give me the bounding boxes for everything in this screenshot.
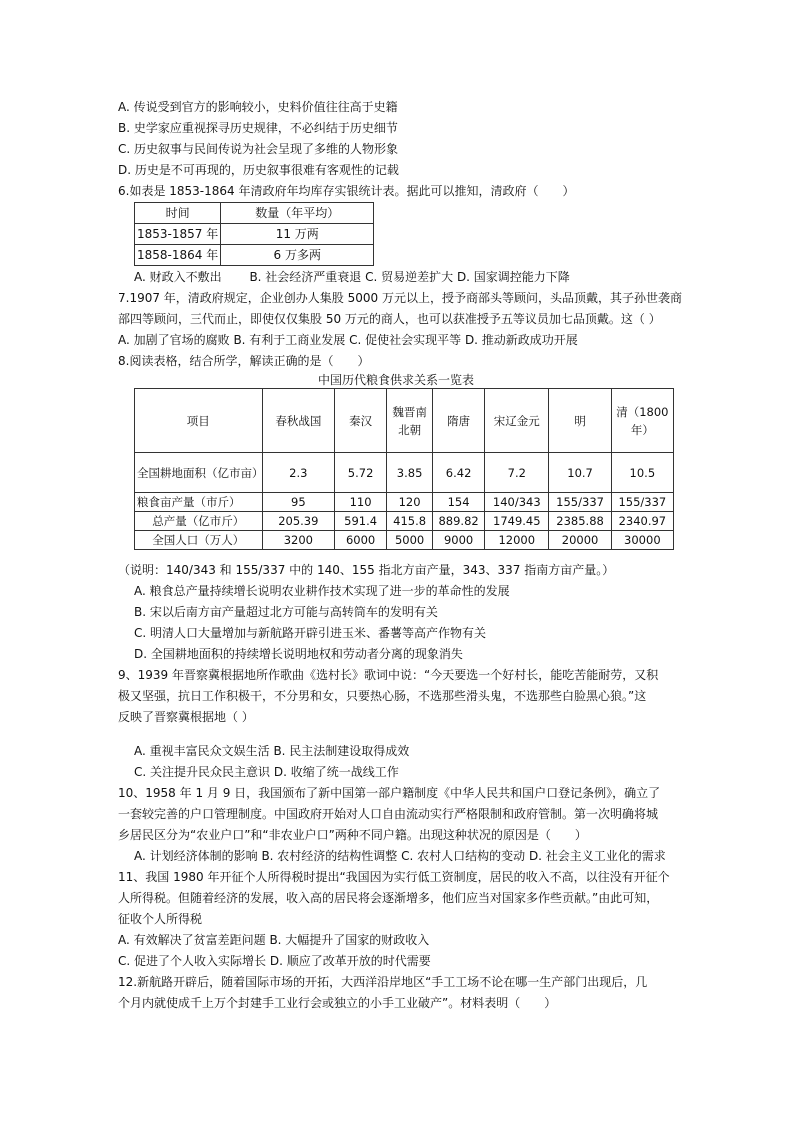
table-header-cell: 宋辽金元 <box>485 389 549 453</box>
table-cell: 889.82 <box>433 512 485 531</box>
table-cell: 1853-1857 年 <box>135 224 221 245</box>
table-cell: 140/343 <box>485 493 549 512</box>
q8-option-b: B. 宋以后南方亩产量超过北方可能与高转筒车的发明有关 <box>134 605 438 619</box>
table-cell: 591.4 <box>335 512 387 531</box>
table-header-row <box>135 203 374 224</box>
q11-stem-line-1: 11、我国 1980 年开征个人所得税时提出“我国因为实行低工资制度，居民的收入不高，以往没有开征个 <box>118 870 670 884</box>
q9-options-line-2: C. 关注提升民众民主意识 D. 收缩了统一战线工作 <box>134 765 399 779</box>
table-cell: 20000 <box>549 531 611 550</box>
q12-stem-line-2: 个月内就使成千上万个封建手工业行会或独立的小手工业破产”。材料表明（ ） <box>118 996 557 1010</box>
table-cell: 1858-1864 年 <box>135 245 221 266</box>
table-cell: 155/337 <box>549 493 611 512</box>
silver-stock-table <box>134 202 374 266</box>
table-cell: 全国耕地面积（亿市亩） <box>135 453 263 493</box>
table-row <box>135 531 674 550</box>
table-header-cell: 时间 <box>135 203 221 224</box>
table-header-cell: 项目 <box>135 389 263 453</box>
q6-stem: 6.如表是 1853-1864 年清政府年均库存实银统计表。据此可以推知，清政府（ ） <box>118 184 575 198</box>
table-row <box>135 453 674 493</box>
q8-note: （说明：140/343 和 155/337 中的 140、155 指北方亩产量，343、337 指南方亩产量。） <box>118 563 615 577</box>
grain-supply-table <box>134 388 674 550</box>
q9-options-line-1: A. 重视丰富民众文娱生活 B. 民主法制建设取得成效 <box>134 744 410 758</box>
table-header-cell: 魏晋南北朝 <box>387 389 433 453</box>
table-cell: 6.42 <box>433 453 485 493</box>
table-header-cell: 明 <box>549 389 611 453</box>
table-cell: 5.72 <box>335 453 387 493</box>
table-cell: 1749.45 <box>485 512 549 531</box>
table-cell: 11 万两 <box>221 224 374 245</box>
q11-stem-line-2: 人所得税。但随着经济的发展，收入高的居民将会逐渐增多，他们应当对国家多作些贡献。”由此可知， <box>118 891 659 905</box>
q11-options-line-1: A. 有效解决了贫富差距问题 B. 大幅提升了国家的财政收入 <box>118 933 430 947</box>
q10-stem-line-3: 乡居民区分为“农业户口”和“非农业户口”两种不同户籍。出现这种状况的原因是（ ） <box>118 828 587 842</box>
q8-stem: 8.阅读表格，结合所学，解读正确的是（ ） <box>118 354 370 368</box>
q11-stem-line-3: 征收个人所得税 <box>118 912 203 926</box>
grain-table-caption: 中国历代粮食供求关系一览表 <box>317 373 474 387</box>
table-cell: 30000 <box>611 531 673 550</box>
q8-option-d: D. 全国耕地面积的持续增长说明地权和劳动者分离的现象消失 <box>134 647 463 661</box>
q7-stem-line-1: 7.1907 年，清政府规定，企业创办人集股 5000 万元以上，授予商部头等顾问，头品顶戴，其子孙世袭商 <box>118 291 682 305</box>
table-cell: 粮食亩产量（市斤） <box>135 493 263 512</box>
q7-options: A. 加剧了官场的腐败 B. 有利于工商业发展 C. 促使社会实现平等 D. 推动新政成功开展 <box>118 333 578 347</box>
table-cell: 2.3 <box>262 453 334 493</box>
table-cell: 12000 <box>485 531 549 550</box>
table-header-row <box>135 389 674 453</box>
table-header-cell: 清（1800年） <box>611 389 673 453</box>
q5-option-c: C. 历史叙事与民间传说为社会呈现了多维的人物形象 <box>118 142 399 156</box>
table-cell: 110 <box>335 493 387 512</box>
q10-stem-line-1: 10、1958 年 1 月 9 日，我国颁布了新中国第一部户籍制度《中华人民共和国户口登记条例》，确立了 <box>118 786 661 800</box>
table-header-cell: 数量（年平均） <box>221 203 374 224</box>
q9-stem-line-2: 极又坚强，抗日工作积极干，不分男和女，只要热心肠，不选那些滑头鬼，不选那些白脸黑心狼。”这 <box>118 689 647 703</box>
table-cell: 3.85 <box>387 453 433 493</box>
q8-option-c: C. 明清人口大量增加与新航路开辟引进玉米、番薯等高产作物有关 <box>134 626 487 640</box>
table-cell: 2340.97 <box>611 512 673 531</box>
table-cell: 154 <box>433 493 485 512</box>
q11-options-line-2: C. 促进了个人收入实际增长 D. 顺应了改革开放的时代需要 <box>118 954 431 968</box>
q12-stem-line-1: 12.新航路开辟后，随着国际市场的开拓，大西洋沿岸地区“手工工场不论在哪一生产部门出现后，几 <box>118 975 648 989</box>
table-row <box>135 512 674 531</box>
table-cell: 205.39 <box>262 512 334 531</box>
table-cell: 6 万多两 <box>221 245 374 266</box>
q5-option-b: B. 史学家应重视探寻历史规律，不必纠结于历史细节 <box>118 121 398 135</box>
table-cell: 6000 <box>335 531 387 550</box>
table-cell: 415.8 <box>387 512 433 531</box>
table-cell: 155/337 <box>611 493 673 512</box>
table-cell: 95 <box>262 493 334 512</box>
table-header-cell: 隋唐 <box>433 389 485 453</box>
table-cell: 5000 <box>387 531 433 550</box>
q7-stem-line-2: 部四等顾问，三代而止，即使仅仅集股 50 万元的商人，也可以获准授予五等议员加七品顶戴。这（ ） <box>118 312 661 326</box>
table-cell: 7.2 <box>485 453 549 493</box>
table-cell: 10.7 <box>549 453 611 493</box>
table-cell: 3200 <box>262 531 334 550</box>
table-cell: 120 <box>387 493 433 512</box>
q10-options: A. 计划经济体制的影响 B. 农村经济的结构性调整 C. 农村人口结构的变动 D. 社会主义工业化的需求 <box>134 849 666 863</box>
table-row <box>135 245 374 266</box>
table-cell: 全国人口（万人） <box>135 531 263 550</box>
q8-option-a: A. 粮食总产量持续增长说明农业耕作技术实现了进一步的革命性的发展 <box>134 584 510 598</box>
table-header-cell: 春秋战国 <box>262 389 334 453</box>
table-cell: 总产量（亿市斤） <box>135 512 263 531</box>
q9-stem-line-1: 9、1939 年晋察冀根据地所作歌曲《选村长》歌词中说：“今天要选一个好村长，能吃苦能耐劳，又积 <box>118 668 659 682</box>
q10-stem-line-2: 一套较完善的户口管理制度。中国政府开始对人口自由流动实行严格限制和政府管制。第一次明确将城 <box>118 807 659 821</box>
table-cell: 2385.88 <box>549 512 611 531</box>
q5-option-d: D. 历史是不可再现的，历史叙事很难有客观性的记载 <box>118 163 399 177</box>
table-row <box>135 493 674 512</box>
table-header-cell: 秦汉 <box>335 389 387 453</box>
q5-option-a: A. 传说受到官方的影响较小，史料价值往往高于史籍 <box>118 100 398 114</box>
table-row <box>135 224 374 245</box>
table-cell: 9000 <box>433 531 485 550</box>
q9-stem-line-3: 反映了晋察冀根据地（ ） <box>118 710 254 724</box>
q6-options: A. 财政入不敷出 B. 社会经济严重衰退 C. 贸易逆差扩大 D. 国家调控能力下降 <box>134 270 570 284</box>
table-cell: 10.5 <box>611 453 673 493</box>
